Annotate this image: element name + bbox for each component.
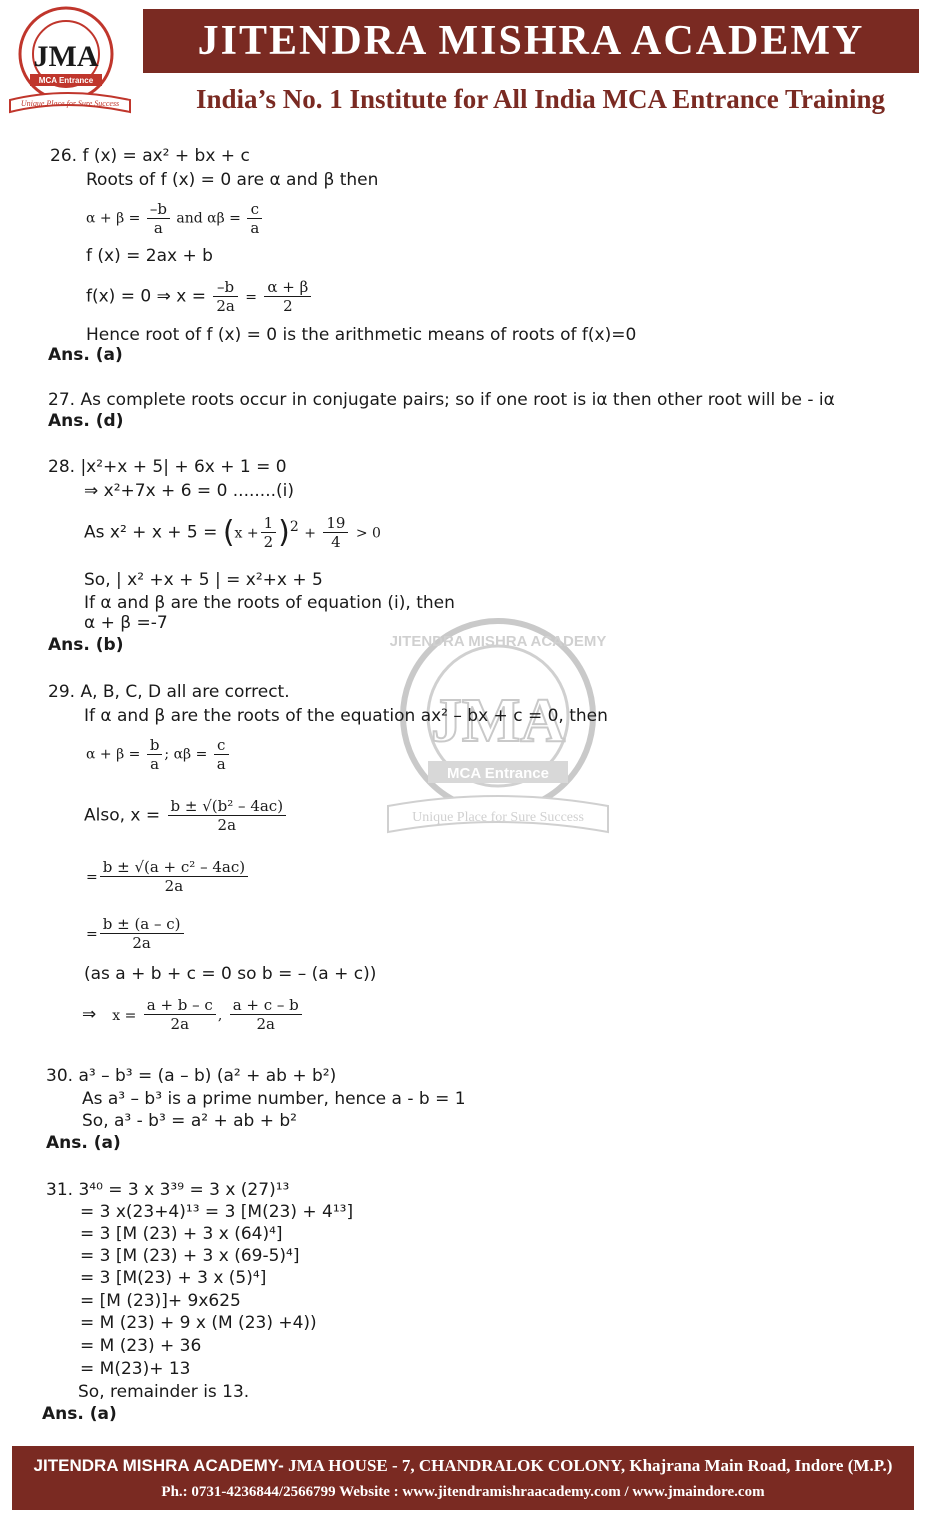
q26-line-4: f (x) = 2ax + b xyxy=(86,246,213,266)
q30-answer: Ans. (a) xyxy=(46,1133,121,1153)
footer-academy: JITENDRA MISHRA ACADEMY- xyxy=(33,1456,284,1475)
q26-frac-2 xyxy=(247,200,262,237)
frac-den: 4 xyxy=(331,533,341,551)
frac-num: a + b – c xyxy=(144,996,216,1015)
svg-text:JMA: JMA xyxy=(33,40,99,73)
frac-num: 19 xyxy=(323,514,348,533)
q26-frac-3 xyxy=(213,278,238,315)
q26-derivative-root: f(x) = 0 ⇒ x = $\frac{-b}{2a}$ = $\frac{\alpha + \beta}{2}$ xyxy=(86,278,313,315)
q28-frac-1 xyxy=(261,514,277,551)
q28-line-2: ⇒ x²+7x + 6 = 0 ........(i) xyxy=(84,481,295,501)
frac-den: 2 xyxy=(283,297,293,315)
q26-answer: Ans. (a) xyxy=(48,345,123,365)
q26-frac-4 xyxy=(264,278,311,315)
page-title: JITENDRA MISHRA ACADEMY xyxy=(143,9,919,73)
svg-text:Unique Place for Sure Success: Unique Place for Sure Success xyxy=(412,810,584,825)
q29-line-7: (as a + b + c = 0 so b = – (a + c)) xyxy=(84,964,377,984)
frac-num: 1 xyxy=(261,514,277,533)
frac-num: b xyxy=(147,736,163,755)
q30-line-1: 30. a³ – b³ = (a – b) (a² + ab + b²) xyxy=(46,1066,337,1086)
svg-text:Unique Place for Sure Success: Unique Place for Sure Success xyxy=(20,99,120,108)
frac-den: a xyxy=(150,755,160,773)
q27-answer: Ans. (d) xyxy=(48,411,124,431)
frac-den: a xyxy=(250,219,260,237)
q31-line-7: = M (23) + 9 x (M (23) +4)) xyxy=(80,1313,317,1333)
q29-frac-1 xyxy=(147,736,163,773)
q30-line-2: As a³ – b³ is a prime number, hence a - b = 1 xyxy=(82,1089,466,1109)
q28-line-4: So, | x² +x + 5 | = x²+x + 5 xyxy=(84,570,323,590)
footer-address: JMA HOUSE - 7, CHANDRALOK COLONY, Khajrana Main Road, Indore (M.P.) xyxy=(283,1456,893,1475)
q28-square-label: As x² + x + 5 = xyxy=(84,522,218,543)
q31-line-9: = M(23)+ 13 xyxy=(80,1359,191,1379)
q29-frac-3 xyxy=(168,797,287,834)
q29-frac-4 xyxy=(100,858,248,895)
frac-den: a xyxy=(153,219,163,237)
q31-answer: Ans. (a) xyxy=(42,1404,117,1424)
frac-num: –b xyxy=(213,278,238,297)
q29-sum-product: α + β = $\frac{b}{a}$ ; αβ = $\frac{c}{a}$ xyxy=(86,736,231,773)
q28-answer: Ans. (b) xyxy=(48,635,124,655)
q26-sum-product xyxy=(86,200,264,237)
page-footer xyxy=(12,1446,914,1510)
svg-text:MCA Entrance: MCA Entrance xyxy=(447,765,549,782)
frac-num: b ± √(a + c² – 4ac) xyxy=(100,858,248,877)
q26-sum-label: α + β = xyxy=(86,210,141,227)
q26-frac-1 xyxy=(147,200,170,237)
frac-num: c xyxy=(247,200,262,219)
frac-den: 2a xyxy=(217,816,237,834)
q28-line-1: 28. |x²+x + 5| + 6x + 1 = 0 xyxy=(48,457,287,477)
q26-deriv-label: f(x) = 0 ⇒ x = xyxy=(86,286,206,307)
q31-line-2: = 3 x(23+4)¹³ = 3 [M(23) + 4¹³] xyxy=(80,1202,354,1222)
svg-text:JITENDRA MISHRA ACADEMY: JITENDRA MISHRA ACADEMY xyxy=(389,633,607,650)
q26-line-6: Hence root of f (x) = 0 is the arithmetic means of roots of f(x)=0 xyxy=(86,325,637,345)
q27-line-1: 27. As complete roots occur in conjugate pairs; so if one root is iα then other root will be - iα xyxy=(48,390,835,410)
q26-line-2: Roots of f (x) = 0 are α and β then xyxy=(86,170,379,190)
tagline: India’s No. 1 Institute for All India MCA Entrance Training xyxy=(195,84,886,114)
frac-num: b ± √(b² – 4ac) xyxy=(168,797,287,816)
frac-den: 2a xyxy=(256,1015,275,1033)
q28-line-5: If α and β are the roots of equation (i), then xyxy=(84,593,455,613)
q31-line-8: = M (23) + 36 xyxy=(80,1336,202,1356)
svg-text:JMA: JMA xyxy=(430,687,566,755)
svg-text:MCA Entrance: MCA Entrance xyxy=(38,76,94,85)
q29-also-label: Also, x = xyxy=(84,805,161,826)
frac-num: α + β xyxy=(264,278,311,297)
academy-logo xyxy=(6,4,134,120)
q29-frac-2 xyxy=(214,736,229,773)
q29-step-2: = $\frac{\text{b ± √(a + c² – 4ac)}}{2a}$ xyxy=(86,858,250,895)
q31-line-1: 31. 3⁴⁰ = 3 x 3³⁹ = 3 x (27)¹³ xyxy=(46,1180,290,1200)
q31-line-3: = 3 [M (23) + 3 x (64)⁴] xyxy=(80,1224,283,1244)
frac-num: b ± (a – c) xyxy=(100,915,184,934)
q26-product-label: and αβ = xyxy=(176,210,241,227)
watermark-logo xyxy=(378,606,618,852)
q31-line-5: = 3 [M(23) + 3 x (5)⁴] xyxy=(80,1268,267,1288)
q28-line-6: α + β =-7 xyxy=(84,613,168,633)
q29-line-2: If α and β are the roots of the equation ax² – bx + c = 0, then xyxy=(84,706,608,726)
q31-line-4: = 3 [M (23) + 3 x (69-5)⁴] xyxy=(80,1246,300,1266)
footer-contact: Ph.: 0731-4236844/2566799 Website : www.jitendramishraacademy.com / www.jmaindore.com xyxy=(161,1484,765,1500)
frac-den: 2a xyxy=(164,877,184,895)
q30-line-3: So, a³ - b³ = a² + ab + b² xyxy=(82,1111,297,1131)
frac-den: 2a xyxy=(216,297,235,315)
q29-frac-6 xyxy=(144,996,216,1033)
frac-den: a xyxy=(216,755,226,773)
frac-num: a + c – b xyxy=(230,996,302,1015)
footer-address-line xyxy=(12,1456,914,1476)
q28-frac-2 xyxy=(323,514,348,551)
q29-final-roots: ⇒ x = $\frac{a + b - c}{2a}$ , $\frac{a + c - b}{2a}$ xyxy=(82,996,304,1033)
q29-line-1: 29. A, B, C, D all are correct. xyxy=(48,682,290,702)
q31-line-6: = [M (23)]+ 9x625 xyxy=(80,1291,241,1311)
q31-line-10: So, remainder is 13. xyxy=(78,1382,250,1402)
q29-quadratic-formula xyxy=(84,797,288,834)
q29-frac-5 xyxy=(100,915,184,952)
frac-num: c xyxy=(214,736,229,755)
q29-frac-7 xyxy=(230,996,302,1033)
frac-den: 2 xyxy=(263,533,274,551)
frac-den: 2a xyxy=(132,934,151,952)
frac-num: –b xyxy=(147,200,170,219)
q28-completing-square: As x² + x + 5 = (x + $\frac{1}{2}$ )$^2$ + $\frac{19}{4}$ > 0 xyxy=(84,514,381,551)
frac-den: 2a xyxy=(170,1015,190,1033)
q29-step-3: = $\frac{b \pm (a - c)}{2a}$ xyxy=(86,915,186,952)
q26-line-1: 26. f (x) = ax² + bx + c xyxy=(50,146,250,166)
